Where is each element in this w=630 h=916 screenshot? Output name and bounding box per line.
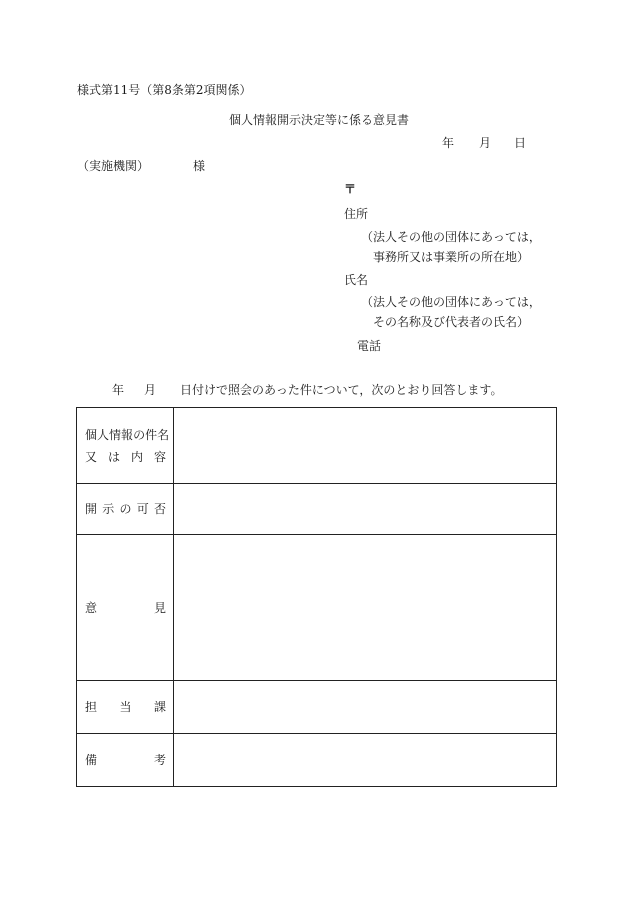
phone-label: 電話 bbox=[357, 339, 382, 353]
intro-month: 月 bbox=[144, 383, 157, 397]
label-char: 担 bbox=[85, 700, 98, 714]
label-char: 否 bbox=[153, 502, 166, 516]
intro-year: 年 bbox=[112, 383, 125, 397]
row-value-cell bbox=[174, 535, 556, 680]
name-label: 氏名 bbox=[344, 273, 369, 287]
row-label-line bbox=[85, 446, 166, 468]
label-char: 内 bbox=[130, 449, 143, 464]
row-value-cell bbox=[174, 408, 556, 483]
label-char: 件 bbox=[145, 427, 158, 442]
row-label-cell bbox=[77, 408, 174, 483]
address-note-line-2: 事務所又は事業所の所在地） bbox=[373, 250, 530, 264]
postal-mark: 〒 bbox=[344, 182, 357, 196]
name-note-line-2: その名称及び代表者の氏名） bbox=[373, 315, 530, 329]
label-char: 個 bbox=[85, 427, 98, 442]
date-year: 年 bbox=[442, 136, 455, 150]
label-char: の bbox=[119, 502, 132, 516]
table-row-remarks bbox=[77, 733, 556, 786]
label-char: 意 bbox=[85, 600, 98, 615]
row-label-line bbox=[85, 696, 166, 718]
label-char: 報 bbox=[121, 427, 134, 442]
table-row-opinion bbox=[77, 534, 556, 680]
label-char: 情 bbox=[109, 427, 122, 442]
label-char: 示 bbox=[102, 502, 115, 516]
date-month: 月 bbox=[479, 136, 492, 150]
row-label-cell bbox=[77, 734, 174, 786]
label-char: 人 bbox=[97, 427, 110, 442]
addressee-agency: （実施機関） bbox=[77, 159, 150, 173]
row-label-line bbox=[85, 597, 166, 619]
row-label-line bbox=[85, 424, 170, 446]
label-char: 容 bbox=[153, 449, 166, 464]
row-label-line bbox=[85, 498, 166, 520]
label-char: 当 bbox=[119, 700, 132, 714]
address-note-line-1: （法人その他の団体にあっては， bbox=[361, 230, 541, 244]
label-char: 開 bbox=[85, 502, 98, 516]
row-value-cell bbox=[174, 734, 556, 786]
row-label-line bbox=[85, 749, 166, 771]
date-day: 日 bbox=[514, 136, 527, 150]
addressee-honorific: 様 bbox=[193, 159, 206, 173]
label-char: 見 bbox=[153, 600, 166, 615]
row-label-cell bbox=[77, 535, 174, 680]
name-note-line-1: （法人その他の団体にあっては， bbox=[361, 295, 541, 309]
row-label-cell bbox=[77, 484, 174, 534]
label-char: 課 bbox=[153, 700, 166, 714]
table-row-disclosure bbox=[77, 483, 556, 534]
label-char: 備 bbox=[85, 753, 98, 767]
opinion-table bbox=[76, 407, 557, 787]
label-char: は bbox=[107, 449, 120, 464]
label-char: 可 bbox=[136, 502, 149, 516]
table-row-department bbox=[77, 680, 556, 733]
label-char: 名 bbox=[157, 427, 170, 442]
address-label: 住所 bbox=[344, 207, 369, 221]
label-char: の bbox=[133, 427, 146, 442]
row-value-cell bbox=[174, 681, 556, 733]
row-label-cell bbox=[77, 681, 174, 733]
row-value-cell bbox=[174, 484, 556, 534]
table-row-personal-info bbox=[77, 408, 556, 483]
document-title: 個人情報開示決定等に係る意見書 bbox=[229, 113, 410, 127]
intro-text: 日付けで照会のあった件について，次のとおり回答します。 bbox=[180, 383, 503, 397]
form-number: 様式第11号（第8条第2項関係） bbox=[77, 83, 252, 97]
label-char: 考 bbox=[153, 753, 166, 767]
label-char: 又 bbox=[85, 449, 98, 464]
